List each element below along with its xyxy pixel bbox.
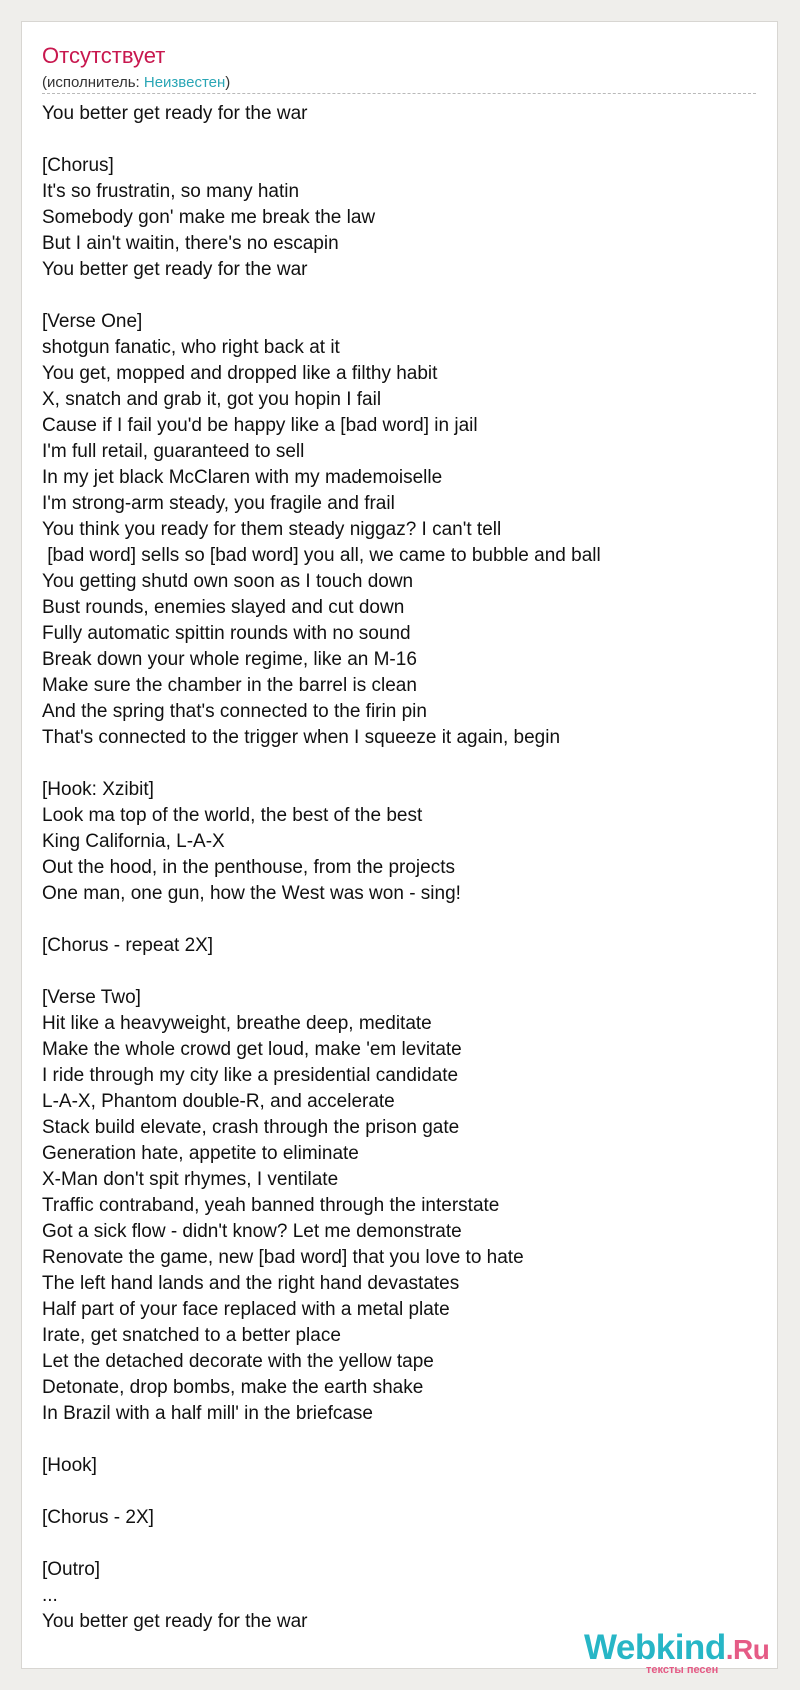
- lyric-line: You get, mopped and dropped like a filthy habit: [42, 363, 438, 384]
- lyric-line: Somebody gon' make me break the law: [42, 207, 376, 228]
- lyric-line: shotgun fanatic, who right back at it: [42, 337, 340, 358]
- lyric-line: Out the hood, in the penthouse, from the projects: [42, 857, 455, 878]
- lyric-line: But I ain't waitin, there's no escapin: [42, 233, 339, 254]
- lyric-line: Break down your whole regime, like an M-16: [42, 649, 417, 670]
- lyric-line: [Chorus - repeat 2X]: [42, 935, 214, 956]
- lyric-line: The left hand lands and the right hand devastates: [42, 1273, 460, 1294]
- lyric-line: Cause if I fail you'd be happy like a [bad word] in jail: [42, 415, 478, 436]
- lyric-line: Let the detached decorate with the yellow tape: [42, 1351, 434, 1372]
- lyrics-text: [42, 101, 762, 1635]
- lyric-line: I'm strong-arm steady, you fragile and frail: [42, 493, 395, 514]
- lyric-line: [Chorus]: [42, 155, 114, 176]
- lyric-line: [Chorus - 2X]: [42, 1507, 154, 1528]
- lyric-line: In Brazil with a half mill' in the briefcase: [42, 1403, 373, 1424]
- lyric-line: King California, L-A-X: [42, 831, 225, 852]
- lyric-line: [42, 1427, 762, 1453]
- lyric-line: [Verse One]: [42, 311, 143, 332]
- lyric-line: You getting shutd own soon as I touch down: [42, 571, 414, 592]
- logo-main-text: Webkind: [584, 1628, 726, 1667]
- lyric-line: [42, 283, 762, 309]
- lyric-line: You better get ready for the war: [42, 103, 308, 124]
- lyric-line: You think you ready for them steady niggaz? I can't tell: [42, 519, 502, 540]
- lyric-line: [bad word] sells so [bad word] you all, we came to bubble and ball: [42, 545, 601, 566]
- lyric-line: Bust rounds, enemies slayed and cut down: [42, 597, 405, 618]
- lyric-line: It's so frustratin, so many hatin: [42, 181, 300, 202]
- lyric-line: Traffic contraband, yeah banned through the interstate: [42, 1195, 500, 1216]
- lyric-line: In my jet black McClaren with my mademoiselle: [42, 467, 443, 488]
- lyric-line: Make sure the chamber in the barrel is clean: [42, 675, 417, 696]
- lyric-line: That's connected to the trigger when I squeeze it again, begin: [42, 727, 561, 748]
- lyric-line: Renovate the game, new [bad word] that you love to hate: [42, 1247, 524, 1268]
- lyric-line: Detonate, drop bombs, make the earth shake: [42, 1377, 424, 1398]
- lyric-line: [42, 751, 762, 777]
- lyric-line: Hit like a heavyweight, breathe deep, meditate: [42, 1013, 432, 1034]
- lyric-line: [Hook]: [42, 1455, 97, 1476]
- lyric-line: Look ma top of the world, the best of the best: [42, 805, 423, 826]
- lyric-line: Make the whole crowd get loud, make 'em levitate: [42, 1039, 462, 1060]
- lyric-line: X, snatch and grab it, got you hopin I fail: [42, 389, 382, 410]
- lyric-line: Half part of your face replaced with a metal plate: [42, 1299, 450, 1320]
- lyric-line: You better get ready for the war: [42, 1611, 308, 1632]
- artist-link[interactable]: Неизвестен: [143, 74, 226, 91]
- lyric-line: Got a sick flow - didn't know? Let me demonstrate: [42, 1221, 462, 1242]
- lyric-line: [Hook: Xzibit]: [42, 779, 154, 800]
- lyric-line: I ride through my city like a presidential candidate: [42, 1065, 459, 1086]
- lyric-line: I'm full retail, guaranteed to sell: [42, 441, 305, 462]
- title-divider: [42, 93, 756, 94]
- lyric-line: X-Man don't spit rhymes, I ventilate: [42, 1169, 339, 1190]
- lyric-line: Generation hate, appetite to eliminate: [42, 1143, 359, 1164]
- lyric-line: [42, 907, 762, 933]
- lyric-line: [42, 1479, 762, 1505]
- logo-suffix: .Ru: [725, 1634, 770, 1665]
- artist-line: [42, 74, 230, 92]
- lyric-line: [42, 1531, 762, 1557]
- lyric-line: Fully automatic spittin rounds with no sound: [42, 623, 411, 644]
- lyric-line: [42, 959, 762, 985]
- artist-prefix: (исполнитель:: [42, 74, 144, 91]
- lyric-line: [42, 127, 762, 153]
- lyric-line: [Outro]: [42, 1559, 101, 1580]
- lyric-line: ...: [42, 1585, 58, 1606]
- lyric-line: Irate, get snatched to a better place: [42, 1325, 341, 1346]
- lyric-line: And the spring that's connected to the firin pin: [42, 701, 427, 722]
- lyric-line: You better get ready for the war: [42, 259, 308, 280]
- lyric-line: L-A-X, Phantom double-R, and accelerate: [42, 1091, 395, 1112]
- artist-suffix: ): [225, 74, 231, 91]
- logo-tagline: тексты песен: [646, 1664, 719, 1676]
- lyric-line: Stack build elevate, crash through the prison gate: [42, 1117, 460, 1138]
- lyrics-card: [21, 21, 778, 1669]
- lyric-line: [Verse Two]: [42, 987, 141, 1008]
- song-title: Отсутствует: [42, 43, 166, 68]
- lyric-line: One man, one gun, how the West was won - sing!: [42, 883, 461, 904]
